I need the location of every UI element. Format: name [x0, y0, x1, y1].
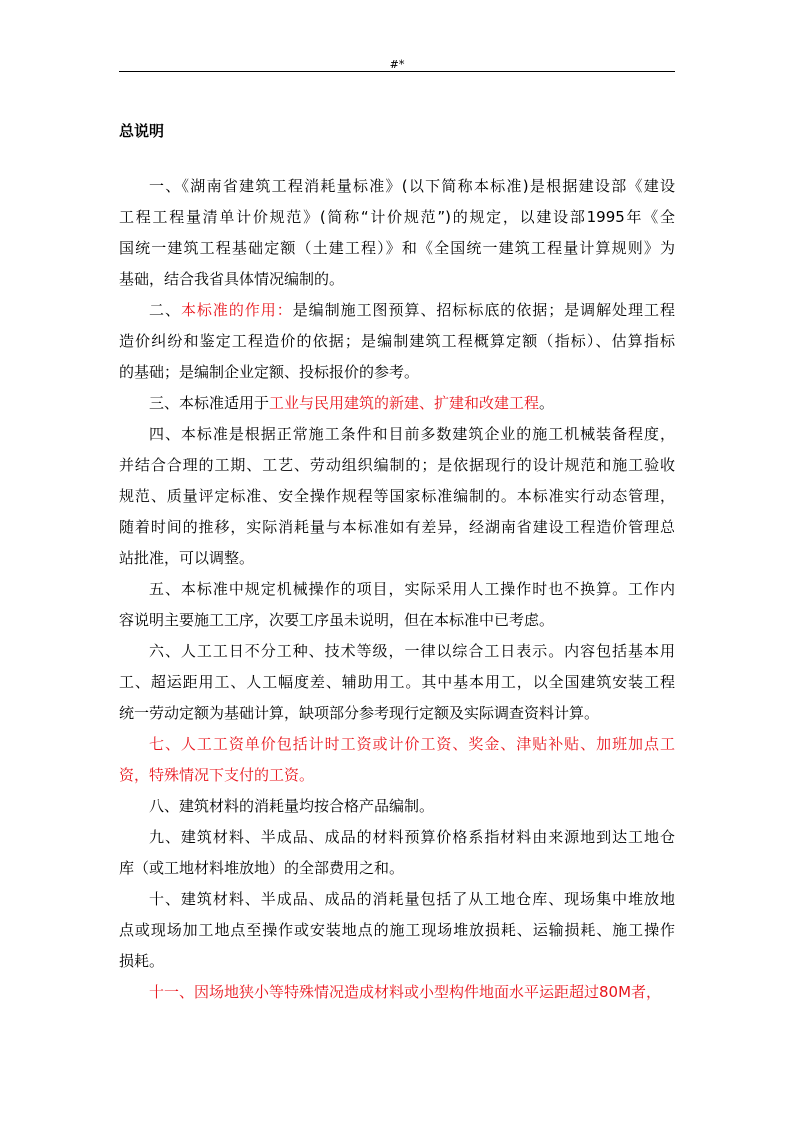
paragraph-line — [119, 760, 675, 791]
paragraph-line — [119, 884, 675, 915]
text-run: 工、超运距用工、人工幅度差、辅助用工。其中基本用工，以全国建筑安装工程 — [119, 673, 675, 691]
paragraph-11 — [119, 977, 675, 1008]
highlighted-text: 资，特殊情况下支付的工资。 — [119, 766, 315, 784]
section-title: 总说明 — [119, 122, 165, 140]
paragraph-1 — [119, 171, 675, 295]
highlighted-text: 七、人工工资单价包括计时工资或计价工资、奖金、津贴补贴、加班加点工 — [149, 735, 675, 753]
text-run: 四、本标准是根据正常施工条件和目前多数建筑企业的施工机械装备程度， — [149, 425, 675, 443]
text-run: 容说明主要施工工序，次要工序虽未说明，但在本标准中已考虑。 — [119, 611, 555, 629]
paragraph-line — [119, 264, 675, 295]
text-run: 造价纠纷和鉴定工程造价的依据；是编制建筑工程概算定额（指标）、估算指标 — [119, 332, 675, 350]
paragraph-9 — [119, 822, 675, 884]
paragraph-2 — [119, 295, 675, 388]
paragraph-line — [119, 202, 675, 233]
text-run: 统一劳动定额为基础计算，缺项部分参考现行定额及实际调查资料计算。 — [119, 704, 600, 722]
paragraph-line — [119, 543, 675, 574]
paragraph-line — [119, 822, 675, 853]
text-run: 规范、质量评定标准、安全操作规程等国家标准编制的。本标准实行动态管理， — [119, 487, 675, 505]
text-run: 十、建筑材料、半成品、成品的消耗量包括了从工地仓库、现场集中堆放地 — [149, 890, 675, 908]
paragraph-line — [119, 326, 675, 357]
highlighted-text: 工业与民用建筑的新建、扩建和改建工程 — [269, 394, 540, 412]
text-run: 三、本标准适用于 — [149, 394, 270, 412]
paragraph-line — [119, 853, 675, 884]
text-run: 五、本标准中规定机械操作的项目，实际采用人工操作时也不换算。工作内 — [149, 580, 675, 598]
paragraph-5 — [119, 574, 675, 636]
highlighted-text: 本标准的作用： — [180, 301, 293, 319]
header-divider — [119, 71, 675, 72]
paragraph-line — [119, 574, 675, 605]
paragraph-line — [119, 512, 675, 543]
text-run: 二、 — [149, 301, 181, 319]
paragraph-line — [119, 295, 675, 326]
paragraph-4 — [119, 419, 675, 574]
paragraph-line — [119, 977, 675, 1008]
text-run: 点或现场加工地点至操作或安装地点的施工现场堆放损耗、运输损耗、施工操作 — [119, 921, 675, 939]
text-run: 基础，结合我省具体情况编制的。 — [119, 270, 345, 288]
paragraph-line — [119, 171, 675, 202]
paragraph-line — [119, 419, 675, 450]
text-run: 八、建筑材料的消耗量均按合格产品编制。 — [149, 797, 435, 815]
text-run: 的基础；是编制企业定额、投标报价的参考。 — [119, 363, 420, 381]
text-run: 。 — [539, 394, 555, 412]
highlighted-text: 十一、因场地狭小等特殊情况造成材料或小型构件地面水平运距超过80M者， — [149, 983, 662, 1001]
text-run: 国统一建筑工程基础定额（土建工程）》和《全国统一建筑工程量计算规则》为 — [119, 239, 675, 257]
text-run: 六、人工工日不分工种、技术等级，一律以综合工日表示。内容包括基本用 — [149, 642, 675, 660]
text-run: 工程工程量清单计价规范》(简称“计价规范”)的规定，以建设部1995年《全 — [119, 208, 675, 226]
paragraph-line — [119, 915, 675, 946]
paragraph-line — [119, 946, 675, 977]
paragraph-7 — [119, 729, 675, 791]
text-run: 库（或工地材料堆放地）的全部费用之和。 — [119, 859, 405, 877]
text-run: 一、《湖南省建筑工程消耗量标准》(以下简称本标准)是根据建设部《建设 — [149, 177, 675, 195]
text-run: 并结合合理的工期、工艺、劳动组织编制的；是依据现行的设计规范和施工验收 — [119, 456, 675, 474]
text-run: 是编制施工图预算、招标标底的依据；是调解处理工程 — [292, 301, 675, 319]
paragraph-line — [119, 791, 675, 822]
paragraph-10 — [119, 884, 675, 977]
paragraph-line — [119, 388, 675, 419]
paragraph-line — [119, 698, 675, 729]
paragraph-3 — [119, 388, 675, 419]
paragraph-line — [119, 481, 675, 512]
page-header-mark: #* — [389, 58, 405, 71]
paragraph-line — [119, 233, 675, 264]
paragraph-line — [119, 605, 675, 636]
paragraph-line — [119, 667, 675, 698]
text-run: 随着时间的推移，实际消耗量与本标准如有差异，经湖南省建设工程造价管理总 — [119, 518, 675, 536]
paragraph-line — [119, 450, 675, 481]
text-run: 九、建筑材料、半成品、成品的材料预算价格系指材料由来源地到达工地仓 — [149, 828, 675, 846]
paragraph-line — [119, 729, 675, 760]
paragraph-line — [119, 357, 675, 388]
text-run: 站批准，可以调整。 — [119, 549, 255, 567]
paragraph-6 — [119, 636, 675, 729]
text-run: 损耗。 — [119, 952, 165, 970]
paragraph-8 — [119, 791, 675, 822]
paragraph-line — [119, 636, 675, 667]
